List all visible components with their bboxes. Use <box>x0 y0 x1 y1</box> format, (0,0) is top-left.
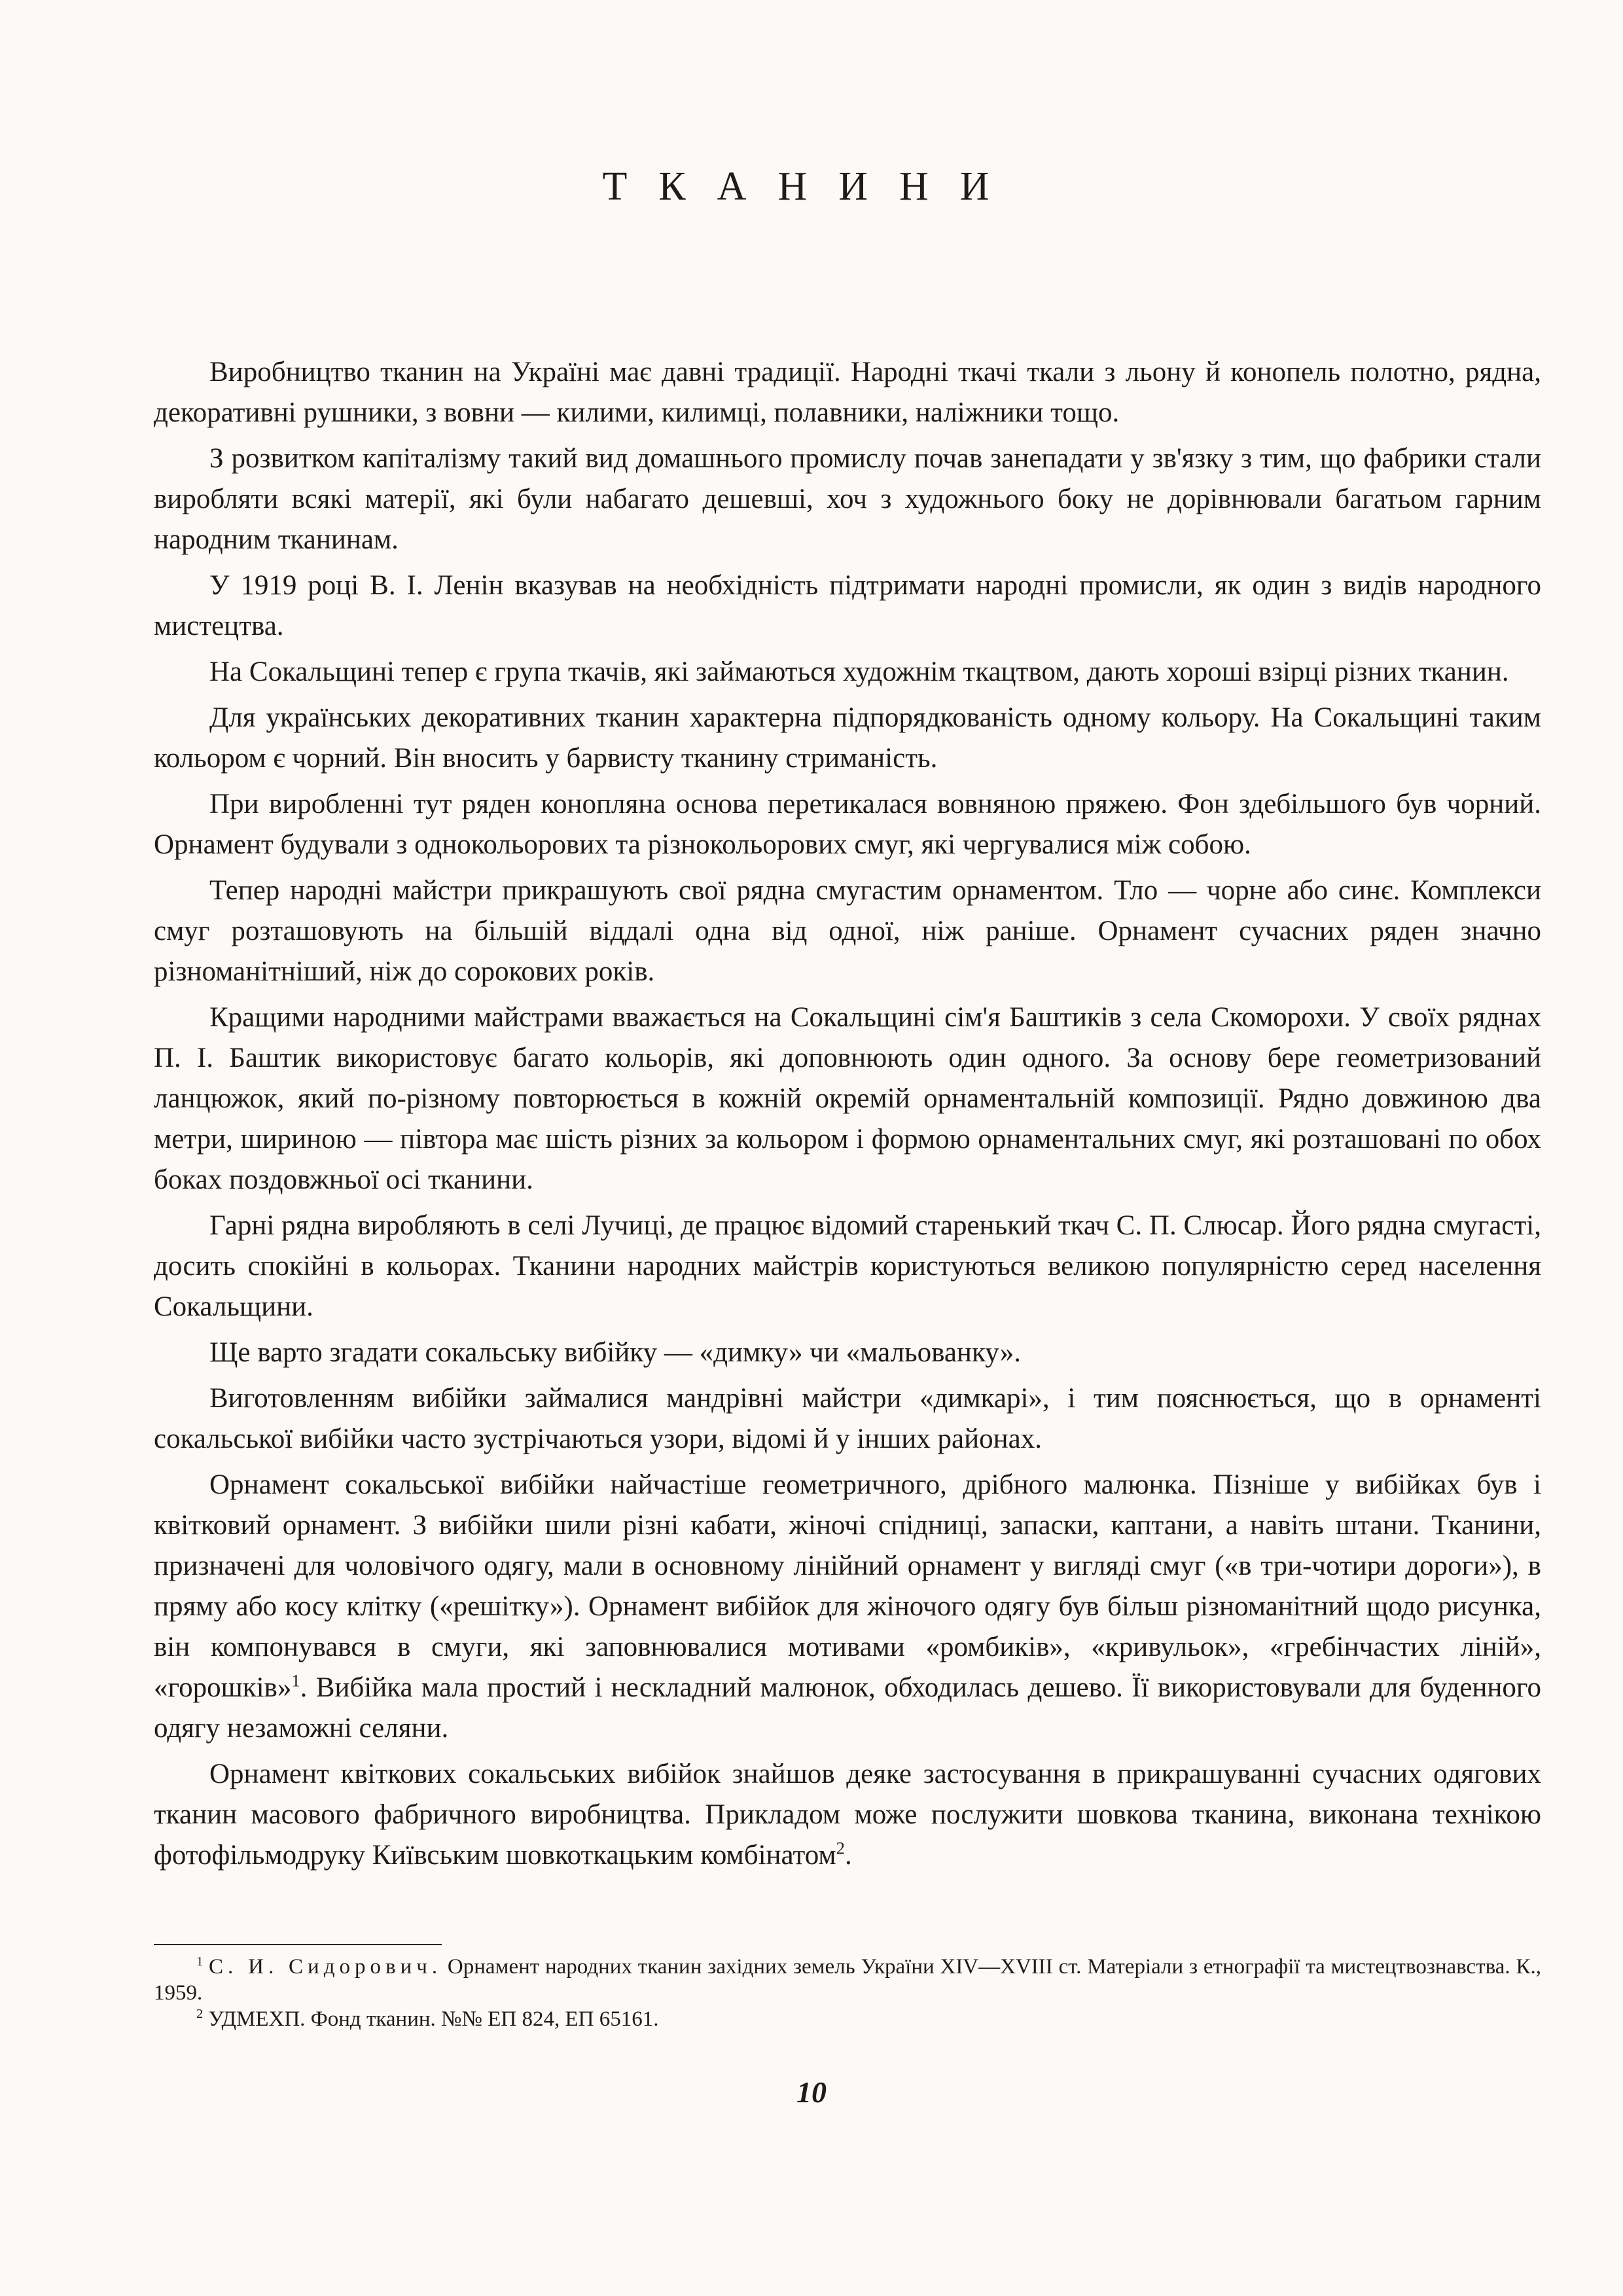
footnote-author: С. И. Сидорович. <box>209 1955 442 1979</box>
paragraph-text-tail: . <box>844 1840 852 1871</box>
paragraph: У 1919 році В. І. Ленін вказував на необхідність підтримати народні промисли, як один з видів народного мистецтва. <box>154 570 1541 641</box>
page-number: 10 <box>796 2075 827 2109</box>
page-title: ТКАНИНИ <box>602 164 1021 209</box>
paragraph-text-tail: . Вибійка мала простий і нескладний малюнок, обходилась дешево. Її використовували для буденного одягу незаможні селяни. <box>154 1672 1541 1744</box>
paragraph: Тепер народні майстри прикрашують свої рядна смугастим орнаментом. Тло — чорне або синє. Комплекси смуг розташовують на більшій віддалі одна від одної, ніж раніше. Орнамент сучасних ряден значно різноманітніший, ніж до сорокових років. <box>154 875 1541 987</box>
paragraph: З розвитком капіталізму такий вид домашнього промислу почав занепадати у зв'язку з тим, що фабрики стали виробляти всякі матерії, які були набагато дешевші, хоч з художнього боку не дорівнювали багатьом гарним народним тканинам. <box>154 443 1541 555</box>
paragraph: Виготовленням вибійки займалися мандрівні майстри «димкарі», і тим пояснюється, що в орнаменті сокальської вибійки часто зустрічаються узори, відомі й у інших районах. <box>154 1383 1541 1454</box>
paragraph: На Сокальщині тепер є група ткачів, які займаються художнім ткацтвом, дають хороші взірці різних тканин. <box>209 656 1509 687</box>
footnote-text: Орнамент народних тканин західних земель України XIV—XVIII ст. Матеріали з етнографії та мистецтвознавства. К., 1959. <box>154 1955 1541 2005</box>
paragraph-text: Орнамент квіткових сокальських вибійок знайшов деяке застосування в прикрашуванні сучасних одягових тканин масового фабричного виробництва. Прикладом може послужити шовкова тканина, виконана технікою фотофільмодруку Київським шовкоткацьким комбінатом <box>154 1759 1541 1871</box>
paragraph: Виробництво тканин на Україні має давні традиції. Народні ткачі ткали з льону й конопель полотно, рядна, декоративні рушники, з вовни — килими, килимці, полавники, наліжники тощо. <box>154 357 1541 428</box>
footnotes <box>154 1954 1541 2032</box>
paragraph-text: Орнамент сокальської вибійки найчастіше геометричного, дрібного малюнка. Пізніше у вибійках був і квітковий орнамент. З вибійки шили різні кабати, жіночі спідниці, запаски, каптани, а навіть штани. Тканини, призначені для чоловічого одягу, мали в основному лінійний орнамент у вигляді смуг («в три-чотири дороги»), в пряму або косу клітку («решітку»). Орнамент вибійок для жіночого одягу був більш різноманітний щодо рисунка, він компонувався в смуги, які заповнювалися мотивами «ромбиків», «кривульок», «гребінчастих ліній», «горошків» <box>154 1469 1541 1703</box>
body-text <box>154 352 1541 1881</box>
footnote <box>154 2006 1541 2032</box>
paragraph: При виробленні тут ряден конопляна основа перетикалася вовняною пряжею. Фон здебільшого був чорний. Орнамент будували з однокольорових та різнокольорових смуг, які чергувалися між собою. <box>154 789 1541 860</box>
footnote-divider <box>154 1944 442 1945</box>
footnote-number: 1 <box>196 1954 204 1969</box>
paragraph: Гарні рядна виробляють в селі Лучиці, де працює відомий старенький ткач С. П. Слюсар. Його рядна смугасті, досить спокійні в кольорах. Тканини народних майстрів користуються великою популярністю серед населення Сокальщини. <box>154 1210 1541 1322</box>
footnote-mark: 2 <box>836 1838 845 1858</box>
paragraph <box>154 1754 1541 1876</box>
footnote-mark: 1 <box>291 1670 300 1691</box>
paragraph: Кращими народними майстрами вважається на Сокальщині сім'я Баштиків з села Скоморохи. У своїх ряднах П. І. Баштик використовує багато кольорів, які доповнюють один одного. За основу бере геометризований ланцюжок, який по-різному повторюється в кожній окремій орнаментальній композиції. Рядно довжиною два метри, шириною — півтора має шість різних за кольором і формою орнаментальних смуг, які розташовані по обох боках поздовжньої осі тканини. <box>154 1002 1541 1195</box>
footnote-text: УДМЕХП. Фонд тканин. №№ ЕП 824, ЕП 65161. <box>208 2007 659 2031</box>
paragraph <box>154 1465 1541 1749</box>
footnote <box>154 1954 1541 2006</box>
paragraph: Для українських декоративних тканин характерна підпорядкованість одному кольору. На Сокальщині таким кольором є чорний. Він вносить у барвисту тканину стриманість. <box>154 702 1541 774</box>
paragraph: Ще варто згадати сокальську вибійку — «димку» чи «мальованку». <box>209 1337 1022 1368</box>
footnote-number: 2 <box>196 2007 204 2021</box>
